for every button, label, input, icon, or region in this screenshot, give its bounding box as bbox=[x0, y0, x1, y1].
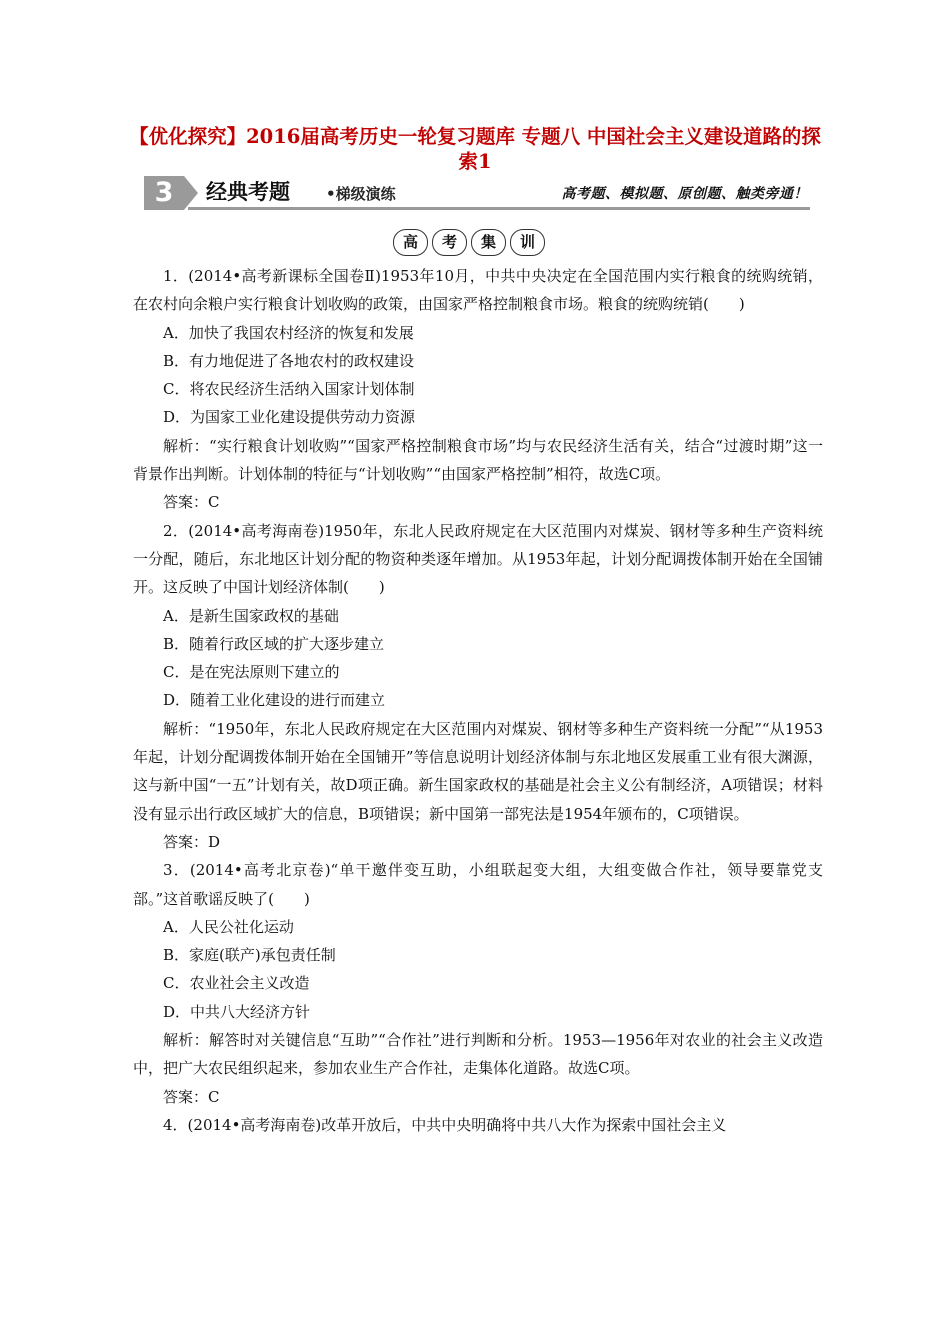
question-option: B．家庭(联产)承包责任制 bbox=[163, 946, 336, 965]
section-heading-char: 训 bbox=[510, 229, 545, 256]
question-list bbox=[133, 262, 823, 1139]
question-option: D．中共八大经济方针 bbox=[163, 1002, 311, 1021]
section-heading bbox=[393, 229, 549, 255]
section-heading-char: 高 bbox=[393, 229, 428, 256]
question-stem: 4．(2014•高考海南卷)改革开放后，中共中央明确将中共八大作为探索中国社会主义 bbox=[163, 1115, 727, 1134]
question-answer: 答案：D bbox=[163, 832, 221, 851]
banner-slogan: 高考题、模拟题、原创题、触类旁通！ bbox=[561, 186, 808, 202]
question-option: A．人民公社化运动 bbox=[163, 917, 294, 936]
banner-underline bbox=[188, 207, 810, 210]
question-option: C．是在宪法原则下建立的 bbox=[163, 663, 340, 682]
question-analysis: 解析：“1950年，东北人民政府规定在大区范围内对煤炭、钢材等多种生产资料统一分配”“从1953年起，计划分配调拨体制开始在全国铺开”等信息说明计划经济体制与东北地区发展重工业有很大渊源，这与新中国“一五”计划有关，故D项正确。新生国家政权的基础是社会主义公有制经济，A项错误；材料没有显示出行政区域扩大的信息，B项错误；新中国第一部宪法是1954年颁布的，C项错误。 bbox=[133, 719, 823, 823]
question-option: D．为国家工业化建设提供劳动力资源 bbox=[163, 408, 416, 427]
banner-arrow bbox=[184, 176, 198, 210]
section-banner bbox=[144, 176, 810, 210]
question-answer: 答案：C bbox=[163, 493, 220, 512]
question-analysis: 解析：解答时对关键信息“互助”“合作社”进行判断和分析。1953—1956年对农业的社会主义改造中，把广大农民组织起来，参加农业生产合作社，走集体化道路。故选C项。 bbox=[133, 1031, 823, 1078]
banner-subtitle: •梯级演练 bbox=[326, 185, 396, 203]
question-option: B．有力地促进了各地农村的政权建设 bbox=[163, 351, 415, 370]
question-answer: 答案：C bbox=[163, 1087, 220, 1106]
question-stem: 3．(2014•高考北京卷)“单干邀伴变互助，小组联起变大组，大组变做合作社，领导要靠党支部。”这首歌谣反映了( ) bbox=[133, 861, 823, 908]
document-title: 【优化探究】2016届高考历史一轮复习题库 专题八 中国社会主义建设道路的探索1 bbox=[129, 125, 821, 173]
question-analysis: 解析：“实行粮食计划收购”“国家严格控制粮食市场”均与农民经济生活有关，结合“过渡时期”这一背景作出判断。计划体制的特征与“计划收购”“由国家严格控制”相符，故选C项。 bbox=[133, 436, 823, 484]
section-heading-char: 考 bbox=[432, 229, 467, 256]
question-stem: 1．(2014•高考新课标全国卷Ⅱ)1953年10月，中共中央决定在全国范围内实行粮食的统购统销，在农村向余粮户实行粮食计划收购的政策，由国家严格控制粮食市场。粮食的统购统销( ) bbox=[133, 267, 823, 314]
question-option: A．加快了我国农村经济的恢复和发展 bbox=[163, 323, 414, 342]
section-heading-char: 集 bbox=[471, 229, 506, 256]
question-option: C．将农民经济生活纳入国家计划体制 bbox=[163, 380, 415, 399]
question-stem: 2．(2014•高考海南卷)1950年，东北人民政府规定在大区范围内对煤炭、钢材等多种生产资料统一分配，随后，东北地区计划分配的物资种类逐年增加。从1953年起，计划分配调拨体制开始在全国铺开。这反映了中国计划经济体制( ) bbox=[133, 521, 823, 597]
question-option: A．是新生国家政权的基础 bbox=[163, 606, 339, 625]
banner-main-title: 经典考题 bbox=[206, 180, 290, 204]
question-option: C．农业社会主义改造 bbox=[163, 974, 310, 993]
question-option: D．随着工业化建设的进行而建立 bbox=[163, 691, 386, 710]
banner-number: 3 bbox=[144, 176, 184, 210]
question-option: B．随着行政区域的扩大逐步建立 bbox=[163, 634, 385, 653]
